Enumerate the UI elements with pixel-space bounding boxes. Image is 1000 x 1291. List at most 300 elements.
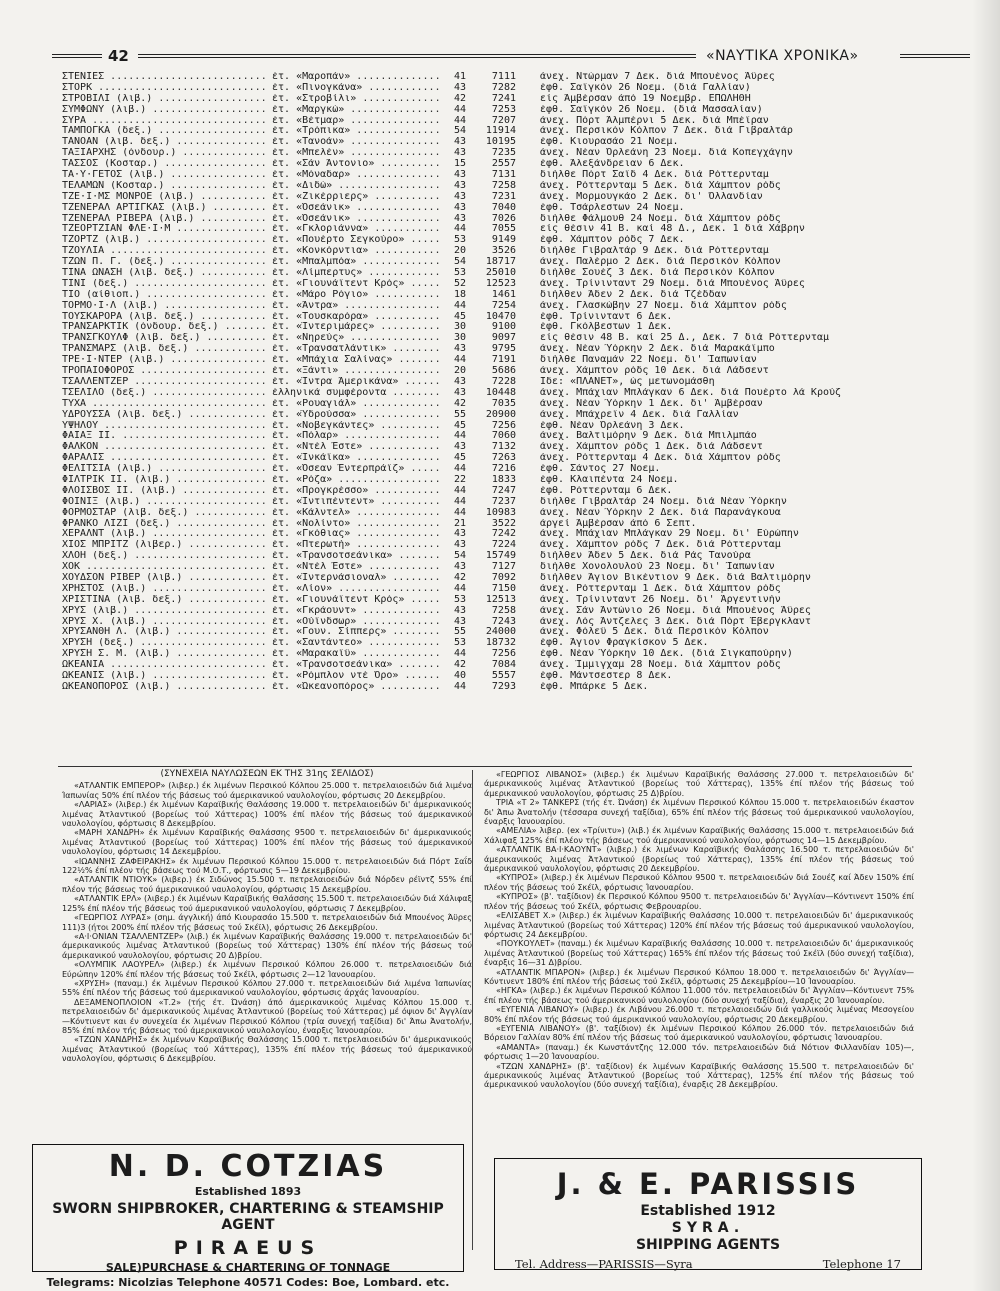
ship-owner: έτ. «Μπάχια Σαλίνας» .....: [272, 355, 442, 366]
ship-position: έφθ. Μάντσεστερ 8 Δεκ.: [540, 670, 673, 681]
ship-position: άνεχ. Ίμμιγχαμ 28 Νοεμ. διά Χάμπτον ρόδς: [540, 660, 781, 671]
ship-tonnage: 7258: [491, 604, 516, 616]
header-rule: [138, 54, 696, 58]
ship-owner: έτ. «Νοβεγκάντες» .....: [272, 421, 442, 432]
table-row: [62, 410, 912, 421]
table-row: [62, 301, 912, 312]
ship-age: 43: [453, 169, 466, 181]
ship-name: ΤΑΜΠΟΓΚΑ (δεξ.) .....: [62, 126, 268, 137]
ship-position: έφθ. Άλεξάνδρειαν 6 Δεκ.: [540, 159, 685, 170]
ship-tonnage: 9097: [491, 332, 516, 344]
ship-position: διήλθεν Άδεν 2 Δεκ. διά Τζέδδαν: [540, 289, 727, 300]
ship-age: 44: [453, 354, 466, 366]
ship-owner: έτ. «Ίνκάϊκα» .....: [272, 453, 442, 464]
ship-position: άνεχ. Παλέρμο 2 Δεκ. διά Περσικόν Κόλπον: [540, 257, 781, 268]
ship-owner: έτ. «Ρουαγιάλ» .....: [272, 399, 442, 410]
ship-name: ΤΖΕΝΕΡΑΛ ΑΡΤΙΓΚΑΣ (λιβ.) .....: [62, 203, 268, 214]
ship-name: ΦΑΡΑΛΙΣ .....: [62, 453, 268, 464]
ship-age: 40: [453, 669, 466, 681]
ship-owner: έτ. «Όσεάνικ» .....: [272, 214, 442, 225]
ship-owner: έτ. «Λίμπερτυς» .....: [272, 268, 442, 279]
ship-age: 44: [453, 506, 466, 518]
ship-age: 43: [453, 147, 466, 159]
ship-position: άνεχ. Νέαν Ύόρκην 2 Δεκ. διά Μαρακάϊμπο: [540, 344, 775, 355]
table-row: [62, 388, 912, 399]
ad-telephone: Telephone 17: [822, 1257, 901, 1271]
ship-name: ΩΚΕΑΝΟΠΟΡΟΣ (λιβ.) .....: [62, 682, 268, 693]
ship-name: ΩΚΕΑΝΙΑ .....: [62, 660, 268, 671]
ship-tonnage: 25010: [485, 267, 516, 279]
ship-position: άνεχ. Σάν Άντώνιο 26 Νοεμ. διά Μπουένος Άϋρες: [540, 605, 811, 616]
ship-age: 42: [453, 659, 466, 671]
ship-position: έφθ. Ρόττερνταμ 6 Δεκ.: [540, 485, 673, 496]
ship-name: ΤΖΕ·Ι·ΜΣ ΜΟΝΡΟΕ (λιβ.) .....: [62, 192, 268, 203]
table-row: [62, 682, 912, 693]
charters-caption: (ΣΥΝΕΧΕΙΑ ΝΑΥΛΩΣΕΩΝ ΕΚ ΤΗΣ 31ης ΣΕΛΙΔΟΣ): [160, 769, 374, 779]
ship-tonnage: 2557: [491, 158, 516, 170]
ship-owner: έτ. «Διδώ» .....: [272, 181, 442, 192]
ship-age: 42: [453, 571, 466, 583]
ship-age: 44: [453, 582, 466, 594]
ship-age: 55: [453, 626, 466, 638]
ship-positions-table: [62, 72, 912, 693]
ship-tonnage: 12523: [485, 277, 516, 289]
table-row: [62, 551, 912, 562]
ship-position: έφθ. Τσάρλεστων 24 Νοεμ.: [540, 202, 685, 213]
charter-paragraph: ΔΕΞΑΜΕΝΟΠΛΟΙΟΝ «Τ.2» (τής έτ. Ώνάση) άπό άμερικανικούς λιμένας Κόλπου 15.000 τ. πετρελαιοειδών δι' άμερικανικούς λιμένας Άτλαντικού (βορείως τού Χάττερας) μέ όψιον δι' Άγγλίαν—Κόντινεντ και έν συνεχεία έκ λιμένων Περσικού Κόλπου (τρία συνεχή ταξίδια) δι' Άπω Άνατολήν, 85% έπί πλέον τής βάσεως τού άμερικανικού ναυλολογίου, έναρξις Ίανουαρίου.: [62, 997, 472, 1035]
ship-position: άνεχ. Χάμπτον ρόδς 7 Δεκ. διά Ρόττερνταμ: [540, 540, 781, 551]
ship-owner: έτ. «Μαρακαΐϋ» .....: [272, 649, 442, 660]
ship-owner: έτ. «Γιουνάϊτεντ Κρός» .....: [272, 595, 442, 606]
ship-tonnage: 7224: [491, 539, 516, 551]
ship-name: ΤΑΞΙΑΡΧΗΣ (όνδουρ.) .....: [62, 148, 268, 159]
ship-position: διήλθεν Άγιον Βικέντιον 9 Δεκ. διά Βαλτιμόρην: [540, 572, 811, 583]
ship-tonnage: 7241: [491, 92, 516, 104]
charter-paragraph: «ΧΡΥΣΗ» (παναμ.) έκ λιμένων Περσικού Κόλπου 27.000 τ. πετρελαιοειδών διά λιμένα Ίαπωνίας 55% έπί πλέον τής βάσεως τού άμερικανικού ναυλολογίου, φόρτωσις άρχάς Ίανουαρίου.: [62, 978, 472, 998]
ad-established: Established 1893: [194, 1185, 302, 1198]
ship-tonnage: 9149: [491, 234, 516, 246]
ship-age: 45: [453, 419, 466, 431]
charter-paragraph: «ΠΟΥΚΟΥΛΕΤ» (παναμ.) έκ λιμένων Καραϊβικής Θαλάσσης 10.000 τ. πετρελαιοειδών δι' άμερικανικούς λιμένας Άτλαντικού (βορείως τού Χάττερας) 165% έπί πλέον τής βάσεως τού Σκέϊλ (δύο συνεχή ταξίδια), έναρξις 16—31 Δ)βρίου.: [484, 939, 914, 968]
ship-tonnage: 7243: [491, 615, 516, 627]
ship-position: είς θέσιν 48 Β. καί 25 Δ., Δεκ. 7 διά Ρόττερνταμ: [540, 333, 829, 344]
ship-tonnage: 1461: [491, 288, 516, 300]
ship-position: άνεχ. Λός Άντζελες 3 Δεκ. διά Πόρτ Έβεργκλαντ: [540, 616, 811, 627]
ship-age: 45: [453, 310, 466, 322]
ship-owner: έτ. «Τρανσατλάντικ» .....: [272, 344, 442, 355]
ship-age: 54: [453, 550, 466, 562]
table-row: [62, 497, 912, 508]
ship-tonnage: 3526: [491, 245, 516, 257]
ship-position: έφθ. Τρίνινταντ 6 Δεκ.: [540, 311, 673, 322]
parissis-advertisement: [494, 1158, 922, 1270]
ship-age: 43: [453, 561, 466, 573]
ship-age: 43: [453, 343, 466, 355]
table-row: [62, 148, 912, 159]
charter-paragraph: «ΑΤΛΑΝΤΙΚ ΝΤΙΟΥΚ» (λιβερ.) έκ Σιδώνος 15.500 τ. πετρελαιοειδών διά Νόρδεν ρέϊντζ 55% έπί πλέον τής βάσεως τού άμερικανικού ναυλολογίου, φόρτωσις 15 Δεκεμβρίου.: [62, 875, 472, 894]
charters-right-column: [484, 770, 914, 1090]
ship-owner: έτ. «Πινογκάνα» .....: [272, 83, 442, 94]
ship-position: έφθ. Νέαν Όρλεάνη 3 Δεκ.: [540, 420, 685, 431]
table-row: [62, 224, 912, 235]
table-row: [62, 279, 912, 290]
ship-age: 43: [453, 386, 466, 398]
ship-name: ΤΣΑΛΛΕΝΤΖΕΡ .....: [62, 377, 268, 388]
ship-owner: έτ. «Τρόπικα» .....: [272, 126, 442, 137]
ship-tonnage: 7191: [491, 354, 516, 366]
charter-paragraph: «ΛΑΡΙΑΣ» (λιβερ.) έκ λιμένων Καραϊβικής Θαλάσσης 19.000 τ. πετρελαιοειδών δι' άμερικανικούς λιμένας Άτλαντικού (βορείως τού Χάττερας) 100% έπί πλέον τής βάσεως τού άμερικανικού ναυλολογίου, φόρτωσις 8 Δεκεμβρίου.: [62, 800, 472, 829]
table-row: [62, 464, 912, 475]
ship-age: 53: [453, 267, 466, 279]
ship-name: ΧΡΥΣ (λιβ.) .....: [62, 606, 268, 617]
ship-position: είς Άμβέρσαν άπό 19 Νοεμβρ. ΕΠΩΛΗΘΗ: [540, 93, 751, 104]
ship-age: 44: [453, 484, 466, 496]
ship-position: άνεχ. Ντώρμαν 7 Δεκ. διά Μπουένος Άϋρες: [540, 72, 775, 82]
table-row: [62, 519, 912, 530]
ship-name: ΤΙΝΙ (δεξ.) .....: [62, 279, 268, 290]
ship-owner: έτ. «Ντέλ Έστε» .....: [272, 562, 442, 573]
page-edge-shadow: [972, 0, 1000, 1291]
ad-established: Established 1912: [640, 1203, 776, 1219]
ship-tonnage: 7127: [491, 561, 516, 573]
ship-position: άνεχ. Φόλεϋ 5 Δεκ. διά Περσικόν Κόλπον: [540, 627, 769, 638]
ship-tonnage: 20900: [485, 408, 516, 420]
table-row: [62, 312, 912, 323]
table-row: [62, 431, 912, 442]
ship-owner: έτ. «Νολίντο» .....: [272, 519, 442, 530]
ship-name: ΤΖΟΡΤΖ (λιβ.) .....: [62, 235, 268, 246]
ship-owner: έτ. «Μάρο Ρόγιο» .....: [272, 290, 442, 301]
table-row: [62, 72, 912, 83]
ship-position: διήλθε Γιβραλτάρ 24 Νοεμ. διά Νέαν Ύόρκην: [540, 496, 787, 507]
ship-name: ΤΖΕΟΡΤΖΙΑΝ ΦΛΕ·Ι·Μ .....: [62, 224, 268, 235]
charter-paragraph: ΤΡΙΑ «Τ 2» ΤΑΝΚΕΡΣ (τής έτ. Ώνάση) έκ λιμένων Περσικού Κόλπου 15.000 τ. πετρελαιοειδών έκαστον δι' Άπω Άνατολήν (τέσσαρα συνεχή ταξίδια), 65% έπί πλέον τής βάσεως τού άμερικανικού ναυλολογίου, έναρξις Ίανουαρίου.: [484, 798, 914, 827]
ship-name: ΧΡΥΣ Χ. (λιβ.) .....: [62, 617, 268, 628]
ship-owner: έτ. «Γουν. Σίππερς» .....: [272, 627, 442, 638]
charter-paragraph: «ΕΥΓΕΝΙΑ ΛΙΒΑΝΟΥ» (λιβερ.) έκ Λιβάνου 26.000 τ. πετρελαιοειδών διά γαλλικούς λιμένας Μεσογείου 80% έπί πλέον τής βάσεως τού άμερικανικού ναυλολογίου, φόρτωσις 20 Δεκεμβρίου.: [484, 1005, 914, 1024]
table-row: [62, 322, 912, 333]
ship-owner: έτ. «Ίντιπέντεντ» .....: [272, 497, 442, 508]
ad-company-name: N. D. COTZIAS: [108, 1149, 388, 1184]
ship-name: ΤΡΑΝΣΜΑΡΣ (λιβ. δεξ.) .....: [62, 344, 268, 355]
ship-age: 43: [453, 179, 466, 191]
ship-age: 43: [453, 375, 466, 387]
ship-owner: έτ. «Τουσκαρόρα» .....: [272, 312, 442, 323]
ship-tonnage: 15749: [485, 550, 516, 562]
ship-name: ΧΟΥΔΣΟΝ ΡΙΒΕΡ (λιβ.) .....: [62, 573, 268, 584]
ship-name: ΩΚΕΑΝΙΣ (λιβ.) .....: [62, 671, 268, 682]
ship-age: 43: [453, 528, 466, 540]
ship-position: άνεχ. Νέαν Ύόρκην 1 Δεκ. δι' Άμβέρσαν: [540, 398, 763, 409]
charter-paragraph: «Α·Ι·ΟΝΙΑΝ ΤΣΑΛΛΕΝΤΖΕΡ» (λιβ.) έκ λιμένων Καραϊβικής Θαλάσσης 19.000 τ. πετρελαιοειδών δι' άμερικανικούς λιμένας Άτλαντικού (βορείως τού Χάττερας) 130% έπί πλέον τής βάσεως τού άμερικανικού ναυλολογίου, φόρτωσις 20 Δ)βρίου.: [62, 931, 472, 960]
charter-paragraph: «ΚΥΠΡΟΣ» (β'. ταξίδιον) έκ Περσικού Κόλπου 9500 τ. πετρελαιοειδών δι' Άγγλίαν—Κόντινεντ 150% έπί πλέον τής βάσεως τού Σκέϊλ, φόρτωσις Φεβρουαρίου.: [484, 892, 914, 911]
charter-paragraph: «ΕΥΓΕΝΙΑ ΛΙΒΑΝΟΥ» (β'. ταξίδιον) έκ λιμένων Περσικού Κόλπου 26.000 τόν. πετρελαιοειδών διά Βόρειον Γαλλίαν 80% έπί πλέον τής βάσεως τού άμερικανικού ναυλολογίου, φόρτωσις Ίανουαρίου.: [484, 1023, 914, 1043]
ship-position: έφθ. Άγιον Φραγκίσκον 5 Δεκ.: [540, 638, 709, 649]
ship-position: άνεχ. Τρίνινταντ 29 Νοεμ. διά Μπουένος Άϋρες: [540, 278, 805, 289]
ship-age: 30: [453, 321, 466, 333]
ship-tonnage: 7228: [491, 375, 516, 387]
table-row: [62, 399, 912, 410]
ship-owner: έτ. «Νηρεύς» .....: [272, 333, 442, 344]
ship-tonnage: 1833: [491, 473, 516, 485]
table-row: [62, 235, 912, 246]
ship-age: 54: [453, 256, 466, 268]
ship-name: ΤΑΣΣΟΣ (Κοσταρ.) .....: [62, 159, 268, 170]
ship-tonnage: 7150: [491, 582, 516, 594]
ship-name: ΦΑΙΑΞ ΙΙ. .....: [62, 431, 268, 442]
ship-position: άνεχ. Ρόττερνταμ 4 Δεκ. διά Χάμπτον ρόδς: [540, 453, 781, 464]
table-row: [62, 333, 912, 344]
ship-position: είς θέσιν 41 Β. καί 48 Δ., Δεκ. 1 διά Χάβρην: [540, 224, 805, 235]
ship-tonnage: 5686: [491, 365, 516, 377]
table-row: [62, 529, 912, 540]
ship-owner: έτ. «Ζικέρριερς» .....: [272, 192, 442, 203]
ship-owner: έτ. «Ρόζα» .....: [272, 475, 442, 486]
ship-position: διήλθε Πόρτ Σαΐδ 4 Δεκ. διά Ρόττερνταμ: [540, 170, 769, 181]
charter-paragraph: «ΑΤΛΑΝΤΙΚ ΕΜΠΕΡΟΡ» (λιβερ.) έκ λιμένων Περσικού Κόλπου 25.000 τ. πετρελαιοειδών διά λιμένα Ίαπωνίας 50% έπί πλέον τής βάσεως τού άμερικανικού ναυλολογίου, φόρτωσις 20 Δεκεμβρίου.: [62, 781, 472, 800]
ship-name: ΧΡΥΣΑΝΘΗ Λ. (λιβ.) .....: [62, 627, 268, 638]
ship-name: ΤΙΝΑ ΩΝΑΣΗ (λιβ. δεξ.) .....: [62, 268, 268, 279]
ship-owner: έτ. «Μόναδαρ» .....: [272, 170, 442, 181]
ship-owner: έτ. «Γκράουντ» .....: [272, 606, 442, 617]
ship-name: ΧΡΙΣΤΙΝΑ (λιβ. δεξ.) .....: [62, 595, 268, 606]
ship-tonnage: 12513: [485, 593, 516, 605]
ship-name: ΧΟΚ .....: [62, 562, 268, 573]
ship-age: 43: [453, 190, 466, 202]
ship-tonnage: 3522: [491, 517, 516, 529]
ship-position: έφθ. Νέαν Ύόρκην 10 Δεκ. (διά Σιγκαπούρην): [540, 649, 793, 660]
ship-age: 20: [453, 245, 466, 257]
ship-age: 43: [453, 539, 466, 551]
ship-owner: έτ. «Ώκεανοπόρος» .....: [272, 682, 442, 693]
ship-name: ΥΔΡΟΥΣΣΑ (λιβ. δεξ.) .....: [62, 410, 268, 421]
ship-owner: έτ. «Ίντερνάσιοναλ» .....: [272, 573, 442, 584]
ship-position: άνεχ. Περσικόν Κόλπον 7 Δεκ. διά Γιβραλτάρ: [540, 126, 793, 137]
charter-paragraph: «ΤΖΩΝ ΧΑΝΔΡΗΣ» (β'. ταξίδιον) έκ λιμένων Καραϊβικής Θαλάσσης 15.500 τ. πετρελαιοειδών δι' άμερικανικούς λιμένας Άτλαντικού (βορείως τού Χάττερας), 125% έπί πλέον τής βάσεως τού άμερικανικού ναυλολογίου (δύο συνεχή ταξίδια), έναρξις 28 Δεκεμβρίου.: [484, 1061, 914, 1090]
ship-name: ΣΥΜΦΩΝΥ (λιβ.) .....: [62, 105, 268, 116]
ship-age: 44: [453, 299, 466, 311]
ship-tonnage: 7256: [491, 648, 516, 660]
ship-owner: έτ. «Άντρα» .....: [272, 301, 442, 312]
ship-position: έφθ. Σαϊγκόν 26 Νοεμ. (διά Γαλλίαν): [540, 82, 751, 93]
ship-name: ΦΡΑΝΚΟ ΛΙΖΙ (δεξ.) .....: [62, 519, 268, 530]
ship-name: ΤΥΧΑ .....: [62, 399, 268, 410]
ship-name: ΧΡΥΣΗ Σ. Μ. (λιβ.) .....: [62, 649, 268, 660]
ship-position: διήλθε Γιβραλτάρ 9 Δεκ. διά Ρόττερνταμ: [540, 246, 769, 257]
ship-name: ΧΡΥΣΗ (δεξ.) .....: [62, 638, 268, 649]
table-row: [62, 105, 912, 116]
ship-position: έφθ. Μπάρκε 5 Δεκ.: [540, 681, 649, 692]
cotzias-advertisement: [32, 1144, 464, 1289]
ship-position: διήλθε Σουέζ 3 Δεκ. διά Περσικόν Κόλπον: [540, 268, 775, 279]
charter-paragraph: «ΚΥΠΡΟΣ» (λιβερ.) έκ λιμένων Περσικού Κόλπου 9500 τ. πετρελαιοειδών διά Σουέζ καί Άδεν 150% έπί πλέον τής βάσεως τού Σκέϊλ, φόρτωσις Ίανουαρίου.: [484, 873, 914, 892]
ad-address: Tel. Address—PARISSIS—Syra: [515, 1257, 693, 1271]
charter-paragraph: «ΤΖΩΝ ΧΑΝΔΡΗΣ» έκ λιμένων Καραϊβικής Θαλάσσης 15.000 τ. πετρελαιοειδών δι' άμερικανικούς λιμένας Άτλαντικού (βορείως τού Χάττερας), 135% έπί πλέον τής βάσεως τού άμερικανικού ναυλολογίου, φόρτωσις 6 Δεκεμβρίου.: [62, 1035, 472, 1064]
ship-age: 42: [453, 397, 466, 409]
ship-owner: έτ. «Μπαλμπόα» .....: [272, 257, 442, 268]
charter-paragraph: «ΜΑΡΗ ΧΑΝΔΡΗ» έκ λιμένων Καραϊβικής Θαλάσσης 9500 τ. πετρελαιοειδών δι' άμερικανικούς λιμένας Άτλαντικού (βορείως τού Χάττερας) 100% έπί πλέον τής βάσεως τού άμερικανικού ναυλολογίου, φόρτωσις 14 Δεκεμβρίου.: [62, 828, 472, 857]
ship-owner: έτ. «Γκόθιας» .....: [272, 529, 442, 540]
ship-tonnage: 7247: [491, 484, 516, 496]
ship-tonnage: 10470: [485, 310, 516, 322]
charter-paragraph: «ΑΜΑΝΤΑ» (παναμ.) έκ Κωνστάντζης 12.000 τόν. πετρελαιοειδών διά Νότιον Φιλλανδίαν 105)—, φόρτωσις 1—20 Ίανουαρίου.: [484, 1042, 914, 1062]
ship-position: άνεχ. Μπάχιαν Μπλάγκαν 6 Δεκ. διά Πουέρτο λά Κρούζ: [540, 387, 842, 398]
table-row: [62, 170, 912, 181]
ship-tonnage: 7216: [491, 463, 516, 475]
ship-position: έφθ. Κλαιπέντα 24 Νοεμ.: [540, 474, 679, 485]
ship-age: 44: [453, 114, 466, 126]
ship-tonnage: 9795: [491, 343, 516, 355]
ship-tonnage: 7040: [491, 201, 516, 213]
ship-owner: έτ. «Γιουνάϊτεντ Κρός» .....: [272, 279, 442, 290]
ship-name: ΤΖΩΝ Π. Γ. (δεξ.) .....: [62, 257, 268, 268]
ship-position: έφθ. Σαϊγκόν 26 Νοεμ. (διά Μασσαλίαν): [540, 104, 763, 115]
charter-paragraph: «ΑΜΕΛΙΑ» λιβερ. (ex «Τρίνιτυ») (λιβ.) έκ λιμένων Καραϊβικής Θαλάσσης 15.000 τ. πετρελαιοειδών διά Χάλιφαξ 125% έπί πλέον τής βάσεως τού άμερικανικού ναυλολογίου, φόρτωσις 14—15 Δεκεμβρίου.: [484, 826, 914, 845]
page-number: 42: [108, 47, 129, 65]
table-row: [62, 214, 912, 225]
ship-position: άνεχ. Πόρτ Άλμπέρνι 5 Δεκ. διά Μπέϊραν: [540, 115, 769, 126]
ship-position: διήλθε Χονολουλού 23 Νοεμ. δι' Ίαπωνίαν: [540, 562, 775, 573]
ship-position: άνεχ. Νέαν Όρλεάνη 23 Νοεμ. διά Κοπεγχάγην: [540, 148, 793, 159]
ship-age: 43: [453, 441, 466, 453]
ad-city: SYRA.: [671, 1220, 745, 1236]
ship-name: ΦΟΡΜΟΣΤΑΡ (λιβ. δεξ.) .....: [62, 508, 268, 519]
ship-owner: έτ. «Ντέλ Έστε» .....: [272, 442, 442, 453]
charter-paragraph: «ΙΩΑΝΝΗΣ ΖΑΦΕΙΡΑΚΗΣ» έκ λιμένων Περσικού Κόλπου 15.000 τ. πετρελαιοειδών διά Πόρτ Σαΐδ 122½% έπί πλέον τής βάσεως τού Μ.Ο.Τ., φόρτωσις 5—19 Δεκεμβρίου.: [62, 856, 472, 876]
table-row: [62, 475, 912, 486]
table-row: [62, 453, 912, 464]
ship-age: 41: [453, 71, 466, 82]
ship-owner: έτ. «Πουέρτο Σεγκούρο» .....: [272, 235, 442, 246]
ship-owner: έτ. «Στροβίλι» .....: [272, 94, 442, 105]
ship-owner: έτ. «Ξάντι» .....: [272, 366, 442, 377]
ad-title: SWORN SHIPBROKER, CHARTERING & STEAMSHIP AGENT: [52, 1201, 444, 1233]
ship-position: άνεχ. Ρόττερνταμ 1 Δεκ. διά Χάμπτον ρόδς: [540, 583, 781, 594]
ship-owner: έτ. «Τανοάν» .....: [272, 137, 442, 148]
charter-paragraph: «ΕΛΙΣΑΒΕΤ Χ.» (λιβερ.) έκ λιμένων Καραϊβικής Θαλάσσης 10.000 τ. πετρελαιοειδών δι' άμερικανικούς λιμένας Άτλαντικού (βορείως τού Χάττερας) 120% έπί πλέον τής βάσεως τού άμερικανικού ναυλολογίου, φόρτωσις 24 Δεκεμβρίου.: [484, 911, 914, 939]
ship-tonnage: 7026: [491, 212, 516, 224]
ship-tonnage: 10983: [485, 506, 516, 518]
ship-tonnage: 5557: [491, 669, 516, 681]
ship-age: 22: [453, 473, 466, 485]
ship-name: ΤΟΥΣΚΑΡΟΡΑ (λιβ. δεξ.) .....: [62, 312, 268, 323]
ship-owner: έτ. «Μπελέν» .....: [272, 148, 442, 159]
ad-title: SHIPPING AGENTS: [635, 1237, 781, 1253]
ship-age: 44: [453, 680, 466, 692]
ship-tonnage: 7111: [491, 71, 516, 82]
ship-tonnage: 7293: [491, 680, 516, 692]
ship-age: 44: [453, 223, 466, 235]
ship-position: άνεχ. Γλασκώβην 27 Νοεμ. διά Χάμπτον ρόδς: [540, 300, 787, 311]
magazine-title: «ΝΑΥΤΙΚΑ ΧΡΟΝΙΚΑ»: [706, 48, 859, 64]
ship-name: ΦΛΟΙΣΒΟΣ ΙΙ. (λιβ.) .....: [62, 486, 268, 497]
ship-position: άνεχ. Μπάχιαν Μπλάγκαν 29 Νοεμ. δι' Εύρώπην: [540, 529, 799, 540]
ad-footer: [495, 1257, 921, 1271]
ship-position: έφθ. Γκόλβεστων 1 Δεκ.: [540, 322, 673, 333]
table-row: [62, 159, 912, 170]
ship-owner: έτ. «Ρόμπλον ντέ Όρο» .....: [272, 671, 442, 682]
ship-owner: έλληνικά συμφέροντα .....: [272, 388, 442, 399]
ship-position: άνεχ. Τρίνινταντ 26 Νοεμ. δι' Άργεντινήν: [540, 594, 781, 605]
ship-tonnage: 7060: [491, 430, 516, 442]
ship-owner: έτ. «Προγκρέσσο» .....: [272, 486, 442, 497]
ship-name: ΤΙΟ (αίθιοπ.) .....: [62, 290, 268, 301]
charter-paragraph: «ΓΕΩΡΓΙΟΣ ΛΥΡΑΣ» (σημ. άγγλική) άπό Κιουρασάο 15.500 τ. πετρελαιοειδών διά Μπουένος Άϋρες 111)3 (ήτοι 200% έπί πλέον τής βάσεως τού Σκέϊλ), φόρτωσις 26 Δεκεμβρίου.: [62, 913, 472, 932]
ship-name: ΦΕΛΙΤΣΙΑ (λιβ.) .....: [62, 464, 268, 475]
ship-age: 18: [453, 288, 466, 300]
ship-owner: έτ. «Γκλοριάννα» .....: [272, 224, 442, 235]
ship-owner: έτ. «Ίντεριμάρες» .....: [272, 322, 442, 333]
ship-age: 44: [453, 648, 466, 660]
ship-age: 53: [453, 234, 466, 246]
ad-company-name: J. & E. PARISSIS: [556, 1167, 860, 1201]
ship-tonnage: 7242: [491, 528, 516, 540]
ship-age: 43: [453, 136, 466, 148]
ship-tonnage: 7035: [491, 397, 516, 409]
ship-name: ΣΤΟΡΚ .....: [62, 83, 268, 94]
ship-tonnage: 10448: [485, 386, 516, 398]
ship-owner: έτ. «Λίον» .....: [272, 584, 442, 595]
ship-tonnage: 7263: [491, 452, 516, 464]
header-rule: [900, 54, 970, 58]
ship-owner: έτ. «Πτερωτή» .....: [272, 540, 442, 551]
table-row: [62, 421, 912, 432]
column-divider: [472, 770, 473, 1250]
ship-name: ΤΡΑΝΣΓΚΟΥΛΦ (λιβ. δεξ.) .....: [62, 333, 268, 344]
ad-city: PIRAEUS: [173, 1237, 323, 1259]
ship-tonnage: 24000: [485, 626, 516, 638]
ship-age: 54: [453, 125, 466, 137]
table-row: [62, 595, 912, 606]
ship-tonnage: 7256: [491, 419, 516, 431]
charter-paragraph: «ΑΤΛΑΝΤΙΚ ΜΠΑΡΟΝ» (λιβερ.) έκ λιμένων Περσικού Κόλπου 18.000 τ. πετρελαιοειδών δι' Άγγλίαν—Κόντινεντ 180% έπί πλέον τής βάσεως τού Σκέϊλ, φόρτωσις 25 Δεκεμβρίου—10 Ίανουαρίου.: [484, 967, 914, 986]
charter-paragraph: «ΑΤΛΑΝΤΙΚ ΒΑ·Ι·ΚΑΟΥΝΤ» (λιβερ.) έκ λιμένων Καραϊβικής Θαλάσσης 16.500 τ. πετρελαιοειδών δι' άμερικανικούς λιμένας Άτλαντικού (βορείως τού Χάττερας), 135% έπί πλέον τής βάσεως τού άμερικανικού ναυλολογίου, φόρτωσις 20 Δεκεμβρίου.: [484, 845, 914, 874]
ship-tonnage: 18717: [485, 256, 516, 268]
table-row: [62, 562, 912, 573]
table-row: [62, 442, 912, 453]
ship-name: ΤΑΝΟΑΝ (λιβ. δεξ.) .....: [62, 137, 268, 148]
ship-tonnage: 7131: [491, 169, 516, 181]
ship-name: ΣΤΕΝΙΕΣ .....: [62, 72, 268, 83]
ship-age: 15: [453, 158, 466, 170]
charter-paragraph: «ΗΓΚΑ» (λιβερ.) έκ λιμένων Περσικού Κόλπου 11.000 τόν. πετρελαιοειδών δι' Άγγλίαν—Κόντινεντ 75% έπί πλέον τής βάσεως τού άμερικανικού ναυλολογίου (δύο συνεχή ταξίδια), έναρξις 20 Ίανουαρίου.: [484, 986, 914, 1005]
ship-name: ΦΟΙΝΙΞ (λιβ.) .....: [62, 497, 268, 508]
ship-age: 45: [453, 452, 466, 464]
ship-tonnage: 9100: [491, 321, 516, 333]
ship-name: ΥΨΗΛΟΥ .....: [62, 421, 268, 432]
ship-owner: έτ. «Μαργκώ» .....: [272, 105, 442, 116]
ship-tonnage: 7253: [491, 103, 516, 115]
table-row: [62, 94, 912, 105]
ship-age: 21: [453, 517, 466, 529]
ship-owner: έτ. «Ίντρα Άμερικάνα» .....: [272, 377, 442, 388]
ship-name: ΤΖΟΥΛΙΑ .....: [62, 246, 268, 257]
table-row: [62, 83, 912, 94]
ship-age: 43: [453, 604, 466, 616]
ship-position: διήλθε Παναμάν 22 Νοεμ. δι' Ίαπωνίαν: [540, 355, 757, 366]
ship-name: ΤΑ·Υ·ΓΕΤΟΣ (λιβ.) .....: [62, 170, 268, 181]
section-divider: [58, 766, 912, 767]
table-row: [62, 660, 912, 671]
ship-name: ΣΥΡΑ .....: [62, 116, 268, 127]
table-row: [62, 606, 912, 617]
table-row: [62, 671, 912, 682]
ship-name: ΧΙΟΣ ΜΠΡΙΤΖ (λιβερ.) .....: [62, 540, 268, 551]
table-row: [62, 638, 912, 649]
ship-age: 42: [453, 92, 466, 104]
ship-tonnage: 10195: [485, 136, 516, 148]
ship-name: ΤΟΡΜΟ·Ι·Λ (λιβ.) .....: [62, 301, 268, 312]
